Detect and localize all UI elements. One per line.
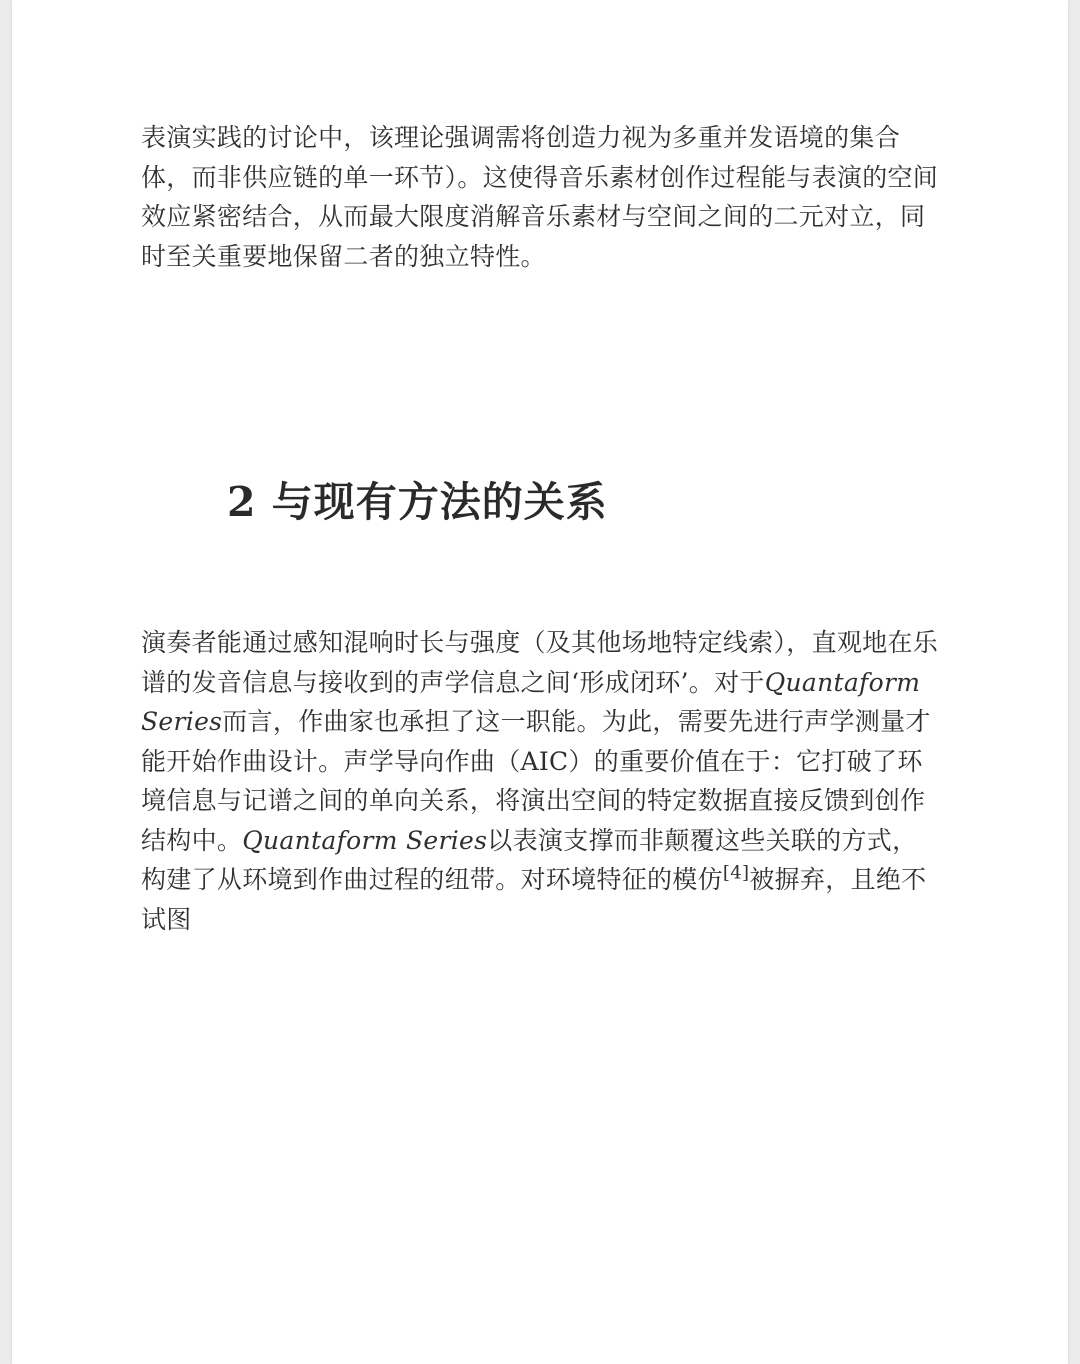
work-title-italic-1: Quantaform Series (141, 667, 921, 736)
work-title-italic-2: Quantaform Series (242, 825, 488, 855)
body-text-part-2: 而言，作曲家也承担了这一职能。为此，需要先进行声学测量才能开始作曲设计。声学导向作曲（AIC）的重要价值在于：它打破了环境信息与记谱之间的单向关系，将演出空间的特定数据直接反馈到创作结构中。 (141, 707, 931, 855)
body-paragraph (141, 623, 941, 939)
body-text-part-1: 演奏者能通过感知混响时长与强度（及其他场地特定线索），直观地在乐谱的发音信息与接收到的声学信息之间‘形成闭环’。对于 (141, 628, 939, 697)
body-text-part-4: 被摒弃，且绝不试图 (141, 865, 927, 934)
citation-reference[interactable]: [4] (722, 862, 750, 884)
document-page (12, 0, 1068, 1364)
body-text-part-3: 以表演支撑而非颠覆这些关联的方式，构建了从环境到作曲过程的纽带。对环境特征的模仿 (141, 825, 918, 894)
section-heading: 2 与现有方法的关系 (227, 478, 608, 526)
intro-paragraph: 表演实践的讨论中，该理论强调需将创造力视为多重并发语境的集合体，而非供应链的单一环节）。这使得音乐素材创作过程能与表演的空间效应紧密结合，从而最大限度消解音乐素材与空间之间的二元对立，同时至关重要地保留二者的独立特性。 (141, 123, 939, 271)
